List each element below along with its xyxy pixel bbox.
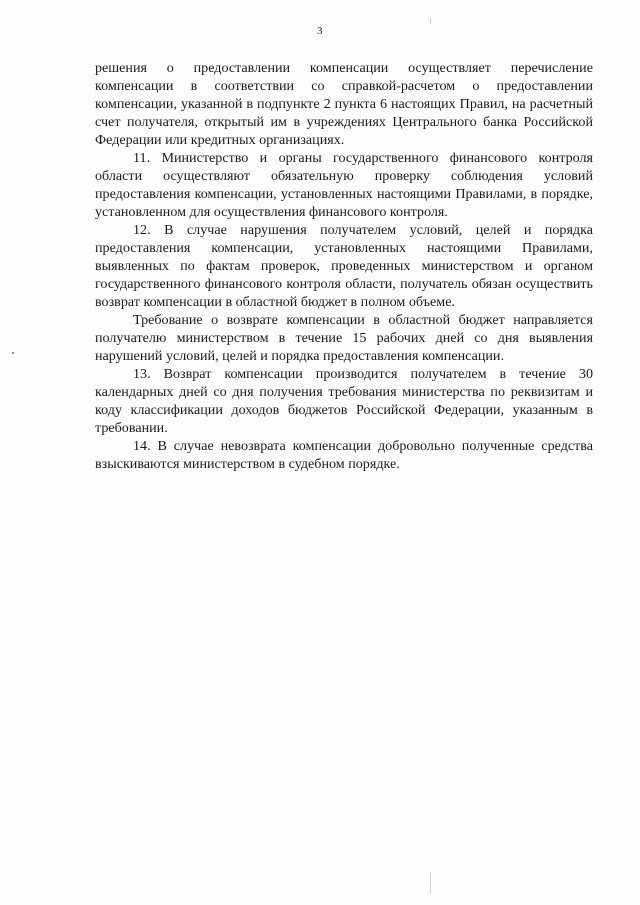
paragraph-clause-11: 11. Министерство и органы государственного финансового контроля области осуществляют обязательную проверку соблюдения условий предоставления компенсации, установленных настоящими Правилами, в порядке, установленном для осуществления финансового контроля.	[95, 150, 593, 220]
scan-speck-left	[12, 352, 14, 354]
paragraph-clause-12: 12. В случае нарушения получателем условий, целей и порядка предоставления компенсации, установленных настоящими Правилами, выявленных по фактам проверок, проведенных министерством и органом государственного финансового контроля области, получатель обязан осуществить возврат компенсации в областной бюджет в полном объеме.	[95, 222, 593, 310]
scan-speck-bottom	[430, 872, 431, 894]
page-number: 3	[317, 25, 323, 37]
paragraph-clause-13: 13. Возврат компенсации производится получателем в течение 30 календарных дней со дня получения требования министерства по реквизитам и коду классификации доходов бюджетов Российской Федерации, указанным в требовании.	[95, 366, 593, 436]
paragraph-continuation: решения о предоставлении компенсации осуществляет перечисление компенсации в соответствии со справкой-расчетом о предоставлении компенсации, указанной в подпункте 2 пункта 6 настоящих Правил, на расчетный счет получателя, открытый им в учреждениях Центрального банка Российской Федерации или кредитных организациях.	[95, 60, 593, 148]
scan-speck-top-right	[430, 18, 431, 24]
document-body	[95, 59, 593, 473]
paragraph-clause-14: 14. В случае невозврата компенсации добровольно полученные средства взыскиваются министерством в судебном порядке.	[95, 438, 593, 472]
paragraph-return-demand: Требование о возврате компенсации в областной бюджет направляется получателю министерством в течение 15 рабочих дней со дня выявления нарушений условий, целей и порядка предоставления компенсации.	[95, 312, 593, 364]
